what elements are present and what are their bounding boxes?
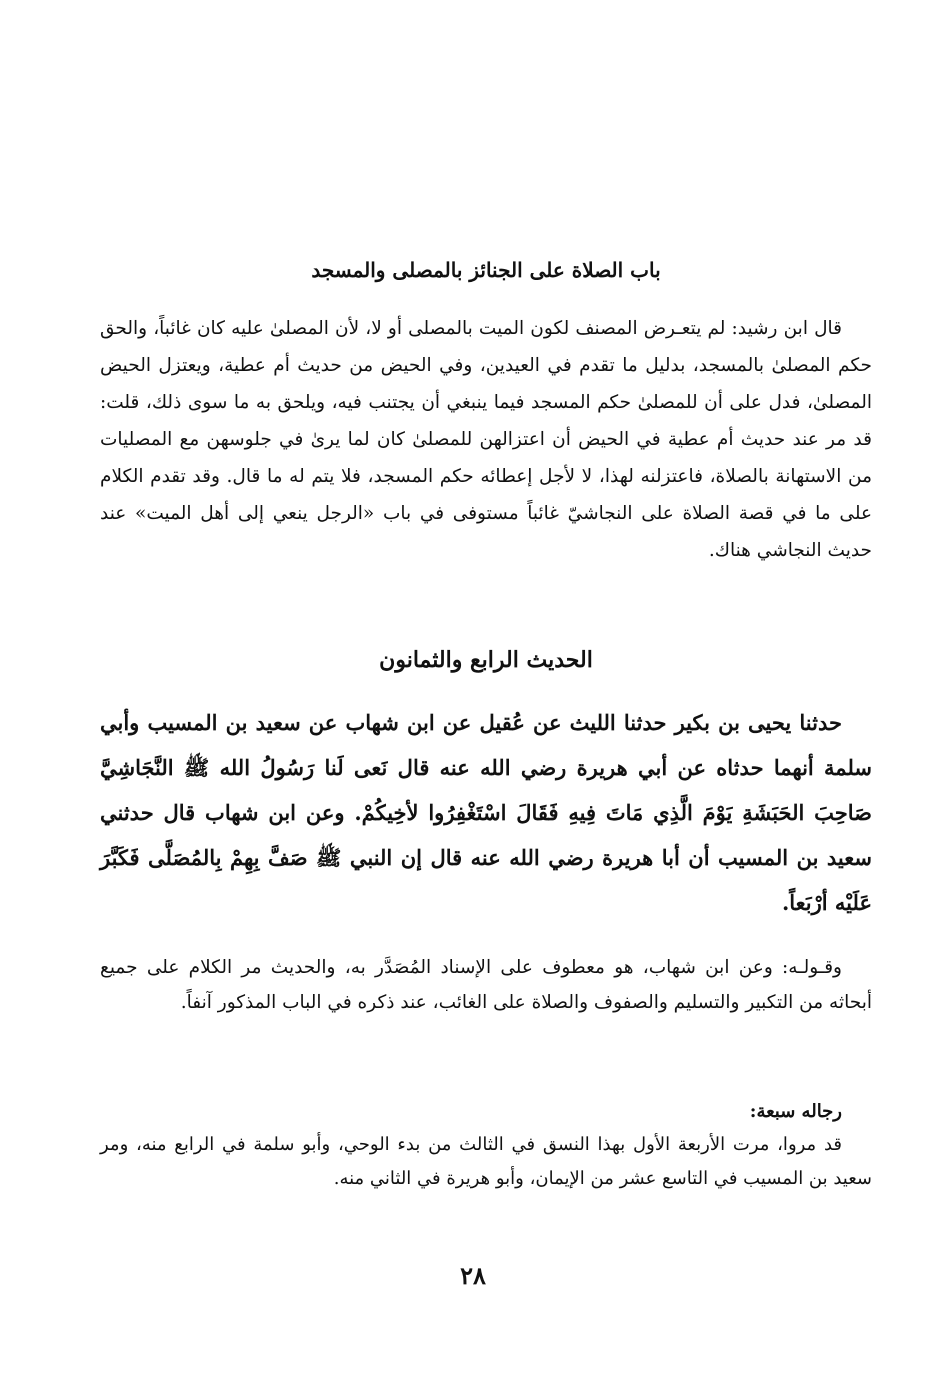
commentary-paragraph [100,310,872,569]
section-heading: باب الصلاة على الجنائز بالمصلى والمسجد [311,258,661,282]
narrators-title: رجاله سبعة: [749,1101,842,1122]
narrators-text: قد مروا، مرت الأربعة الأول بهذا النسق في الثالث من بدء الوحي، وأبو سلمة في الرابع منه، ومر سعيد بن المسيب في التاسع عشر من الإيمان، وأبو هريرة في الثاني منه. [100,1134,872,1189]
hadith-paragraph [100,700,872,925]
narrators-title-block [100,1096,872,1128]
hadith-heading: الحديث الرابع والثمانون [379,647,593,673]
hadith-text: حدثنا يحيى بن بكير حدثنا الليث عن عُقيل عن ابن شهاب عن سعيد بن المسيب وأبي سلمة أنهما حدثاه عن أبي هريرة رضي الله عنه قال نَعى لَنا رَسُولُ الله ﷺ النَّجَاشِيَّ صَاحِبَ الحَبَشَةِ يَوْمَ الَّذِي مَاتَ فِيهِ فَقَالَ اسْتَغْفِرُوا لأخِيكُمْ. وعن ابن شهاب قال حدثني سعيد بن المسيب أن أبا هريرة رضي الله عنه قال إن النبي ﷺ صَفَّ بِهِمْ بِالمُصَلَّى فَكَبَّرَ عَلَيْه أرْبَعاً. [100,710,872,915]
explanation-text: وقـولـه: وعن ابن شهاب، هو معطوف على الإسناد المُصَدَّر به، والحديث مر الكلام على جميع أبحاثه من التكبير والتسليم والصفوف والصلاة على الغائب، عند ذكره في الباب المذكور آنفاً. [100,957,872,1013]
page-number: ٢٨ [460,1261,486,1290]
explanation-paragraph [100,950,872,1020]
narrators-paragraph [100,1128,872,1196]
commentary-text: قال ابن رشيد: لم يتعـرض المصنف لكون الميت بالمصلى أو لا، لأن المصلىٰ عليه كان غائباً، والحق حكم المصلىٰ بالمسجد، بدليل ما تقدم في العيدين، وفي الحيض من حديث أم عطية، ويعتزل الحيض المصلىٰ، فدل على أن للمصلىٰ حكم المسجد فيما ينبغي أن يجتنب فيه، ويلحق به ما سوى ذلك، قلت: قد مر عند حديث أم عطية في الحيض أن اعتزالهن للمصلىٰ كان لما يرىٰ في جلوسهن مع المصليات من الاستهانة بالصلاة، فاعتزلنه لهذا، لا لأجل إعطائه حكم المسجد، فلا يتم له ما قال. وقد تقدم الكلام على ما في قصة الصلاة على النجاشيّ غائباً مستوفى في باب «الرجل ينعي إلى أهل الميت» عند حديث النجاشي هناك. [100,318,872,561]
